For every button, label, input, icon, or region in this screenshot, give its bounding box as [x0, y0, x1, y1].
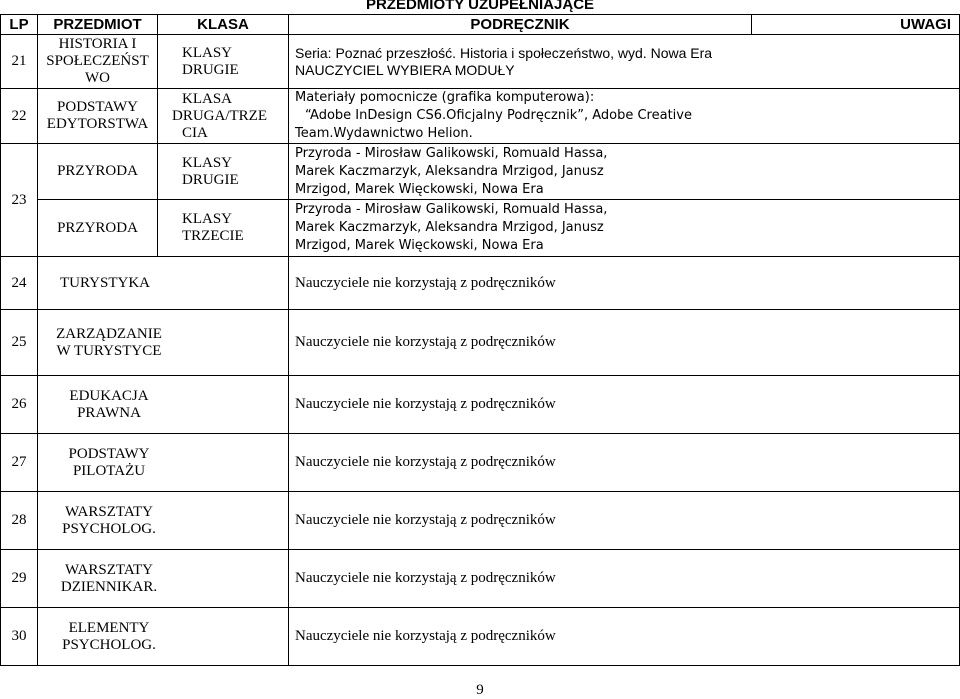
textbook-line: Przyroda - Mirosław Galikowski, Romuald Hassa,	[295, 145, 608, 161]
textbook-line: Seria: Poznać przeszłość. Historia i społeczeństwo, wyd. Nowa Era	[295, 44, 713, 61]
subject-line: WO	[85, 70, 110, 86]
class-line: KLASA	[182, 90, 233, 107]
subject-cell: TURYSTYKA	[38, 257, 289, 310]
subject-line: PILOTAŻU	[72, 462, 146, 479]
row-number: 29	[1, 550, 38, 608]
row-number: 26	[1, 376, 38, 434]
subject-cell	[38, 35, 158, 89]
textbook-line: NAUCZYCIEL WYBIERA MODUŁY	[295, 61, 515, 78]
subject-cell	[38, 550, 289, 608]
page-number: 9	[476, 682, 484, 698]
subjects-table	[0, 14, 960, 666]
table-row	[1, 310, 960, 376]
row-number: 23	[1, 144, 38, 257]
class-line: CIA	[182, 124, 208, 141]
table-row	[1, 434, 960, 492]
class-line: KLASY	[182, 154, 233, 171]
note-cell: Nauczyciele nie korzystają z podręczników	[289, 434, 960, 492]
subject-line: EDYTORSTWA	[46, 116, 149, 132]
subject-line: W TURYSTYCE	[56, 342, 162, 359]
table-row	[1, 492, 960, 550]
row-number: 22	[1, 89, 38, 144]
textbook-line: Team.Wydawnictwo Helion.	[295, 126, 473, 141]
subject-line: PSYCHOLOG.	[62, 520, 156, 537]
subject-line: PRAWNA	[77, 404, 141, 421]
row-number: 27	[1, 434, 38, 492]
subject-line: WARSZTATY	[65, 561, 153, 578]
row-number: 24	[1, 257, 38, 310]
header-lp: LP	[1, 15, 38, 35]
subject-line: WARSZTATY	[65, 503, 153, 520]
page-title: PRZEDMIOTY UZUPEŁNIAJĄCE	[365, 0, 595, 13]
row-number: 28	[1, 492, 38, 550]
textbook-cell	[289, 200, 960, 257]
textbook-line: Mrzigod, Marek Więckowski, Nowa Era	[295, 238, 544, 253]
class-line: TRZECIE	[182, 228, 244, 244]
class-line: DRUGIE	[182, 171, 239, 188]
class-cell	[158, 144, 289, 200]
table-row	[1, 144, 960, 200]
textbook-line: “Adobe InDesign CS6.Oficjalny Podręcznik”, Adobe Creative	[305, 108, 692, 123]
header-textbook: PODRĘCZNIK	[289, 15, 752, 35]
subject-line: ELEMENTY	[68, 619, 150, 636]
header-subject: PRZEDMIOT	[38, 15, 158, 35]
table-row	[1, 89, 960, 144]
textbook-cell	[289, 89, 960, 144]
class-cell	[158, 200, 289, 257]
subject-cell	[38, 434, 289, 492]
subject-line: PODSTAWY	[57, 99, 138, 115]
subject-line: SPOŁECZEŃST	[46, 53, 149, 69]
subject-cell	[38, 492, 289, 550]
table-row	[1, 550, 960, 608]
textbook-line: Marek Kaczmarzyk, Aleksandra Mrzigod, Janusz	[295, 163, 604, 179]
class-line: DRUGA/TRZE	[172, 107, 267, 124]
note-cell: Nauczyciele nie korzystają z podręczników	[289, 376, 960, 434]
table-row	[1, 257, 960, 310]
textbook-line: Mrzigod, Marek Więckowski, Nowa Era	[295, 181, 544, 197]
row-number: 25	[1, 310, 38, 376]
subject-cell	[38, 310, 289, 376]
subject-line: PODSTAWY	[68, 445, 150, 462]
subject-line: DZIENNIKAR.	[60, 578, 158, 595]
header-row	[1, 15, 960, 35]
textbook-cell	[289, 35, 960, 89]
class-line: KLASY	[182, 211, 233, 227]
textbook-line: Materiały pomocnicze (grafika komputerowa):	[295, 90, 595, 105]
class-line: DRUGIE	[182, 61, 239, 78]
note-cell: Nauczyciele nie korzystają z podręczników	[289, 310, 960, 376]
header-notes: UWAGI	[752, 15, 960, 35]
subject-cell	[38, 376, 289, 434]
table-row	[1, 608, 960, 666]
table-row	[1, 200, 960, 257]
subject-line: HISTORIA I	[58, 36, 137, 52]
subject-line: PSYCHOLOG.	[62, 636, 156, 653]
subject-line: EDUKACJA	[69, 387, 149, 404]
textbook-line: Przyroda - Mirosław Galikowski, Romuald Hassa,	[295, 202, 608, 217]
textbook-cell	[289, 144, 960, 200]
table-row	[1, 35, 960, 89]
header-class: KLASA	[158, 15, 289, 35]
textbook-line: Marek Kaczmarzyk, Aleksandra Mrzigod, Janusz	[295, 220, 604, 235]
subject-line: ZARZĄDZANIE	[56, 325, 162, 342]
subject-cell	[38, 608, 289, 666]
note-cell: Nauczyciele nie korzystają z podręczników	[289, 608, 960, 666]
subject-cell	[38, 89, 158, 144]
class-cell	[158, 89, 289, 144]
row-number: 21	[1, 35, 38, 89]
subject-cell: PRZYRODA	[38, 200, 158, 257]
class-line: KLASY	[182, 44, 233, 61]
subject-cell: PRZYRODA	[38, 144, 158, 200]
class-cell	[158, 35, 289, 89]
note-cell: Nauczyciele nie korzystają z podręczników	[289, 257, 960, 310]
table-row	[1, 376, 960, 434]
note-cell: Nauczyciele nie korzystają z podręczników	[289, 492, 960, 550]
note-cell: Nauczyciele nie korzystają z podręczników	[289, 550, 960, 608]
row-number: 30	[1, 608, 38, 666]
